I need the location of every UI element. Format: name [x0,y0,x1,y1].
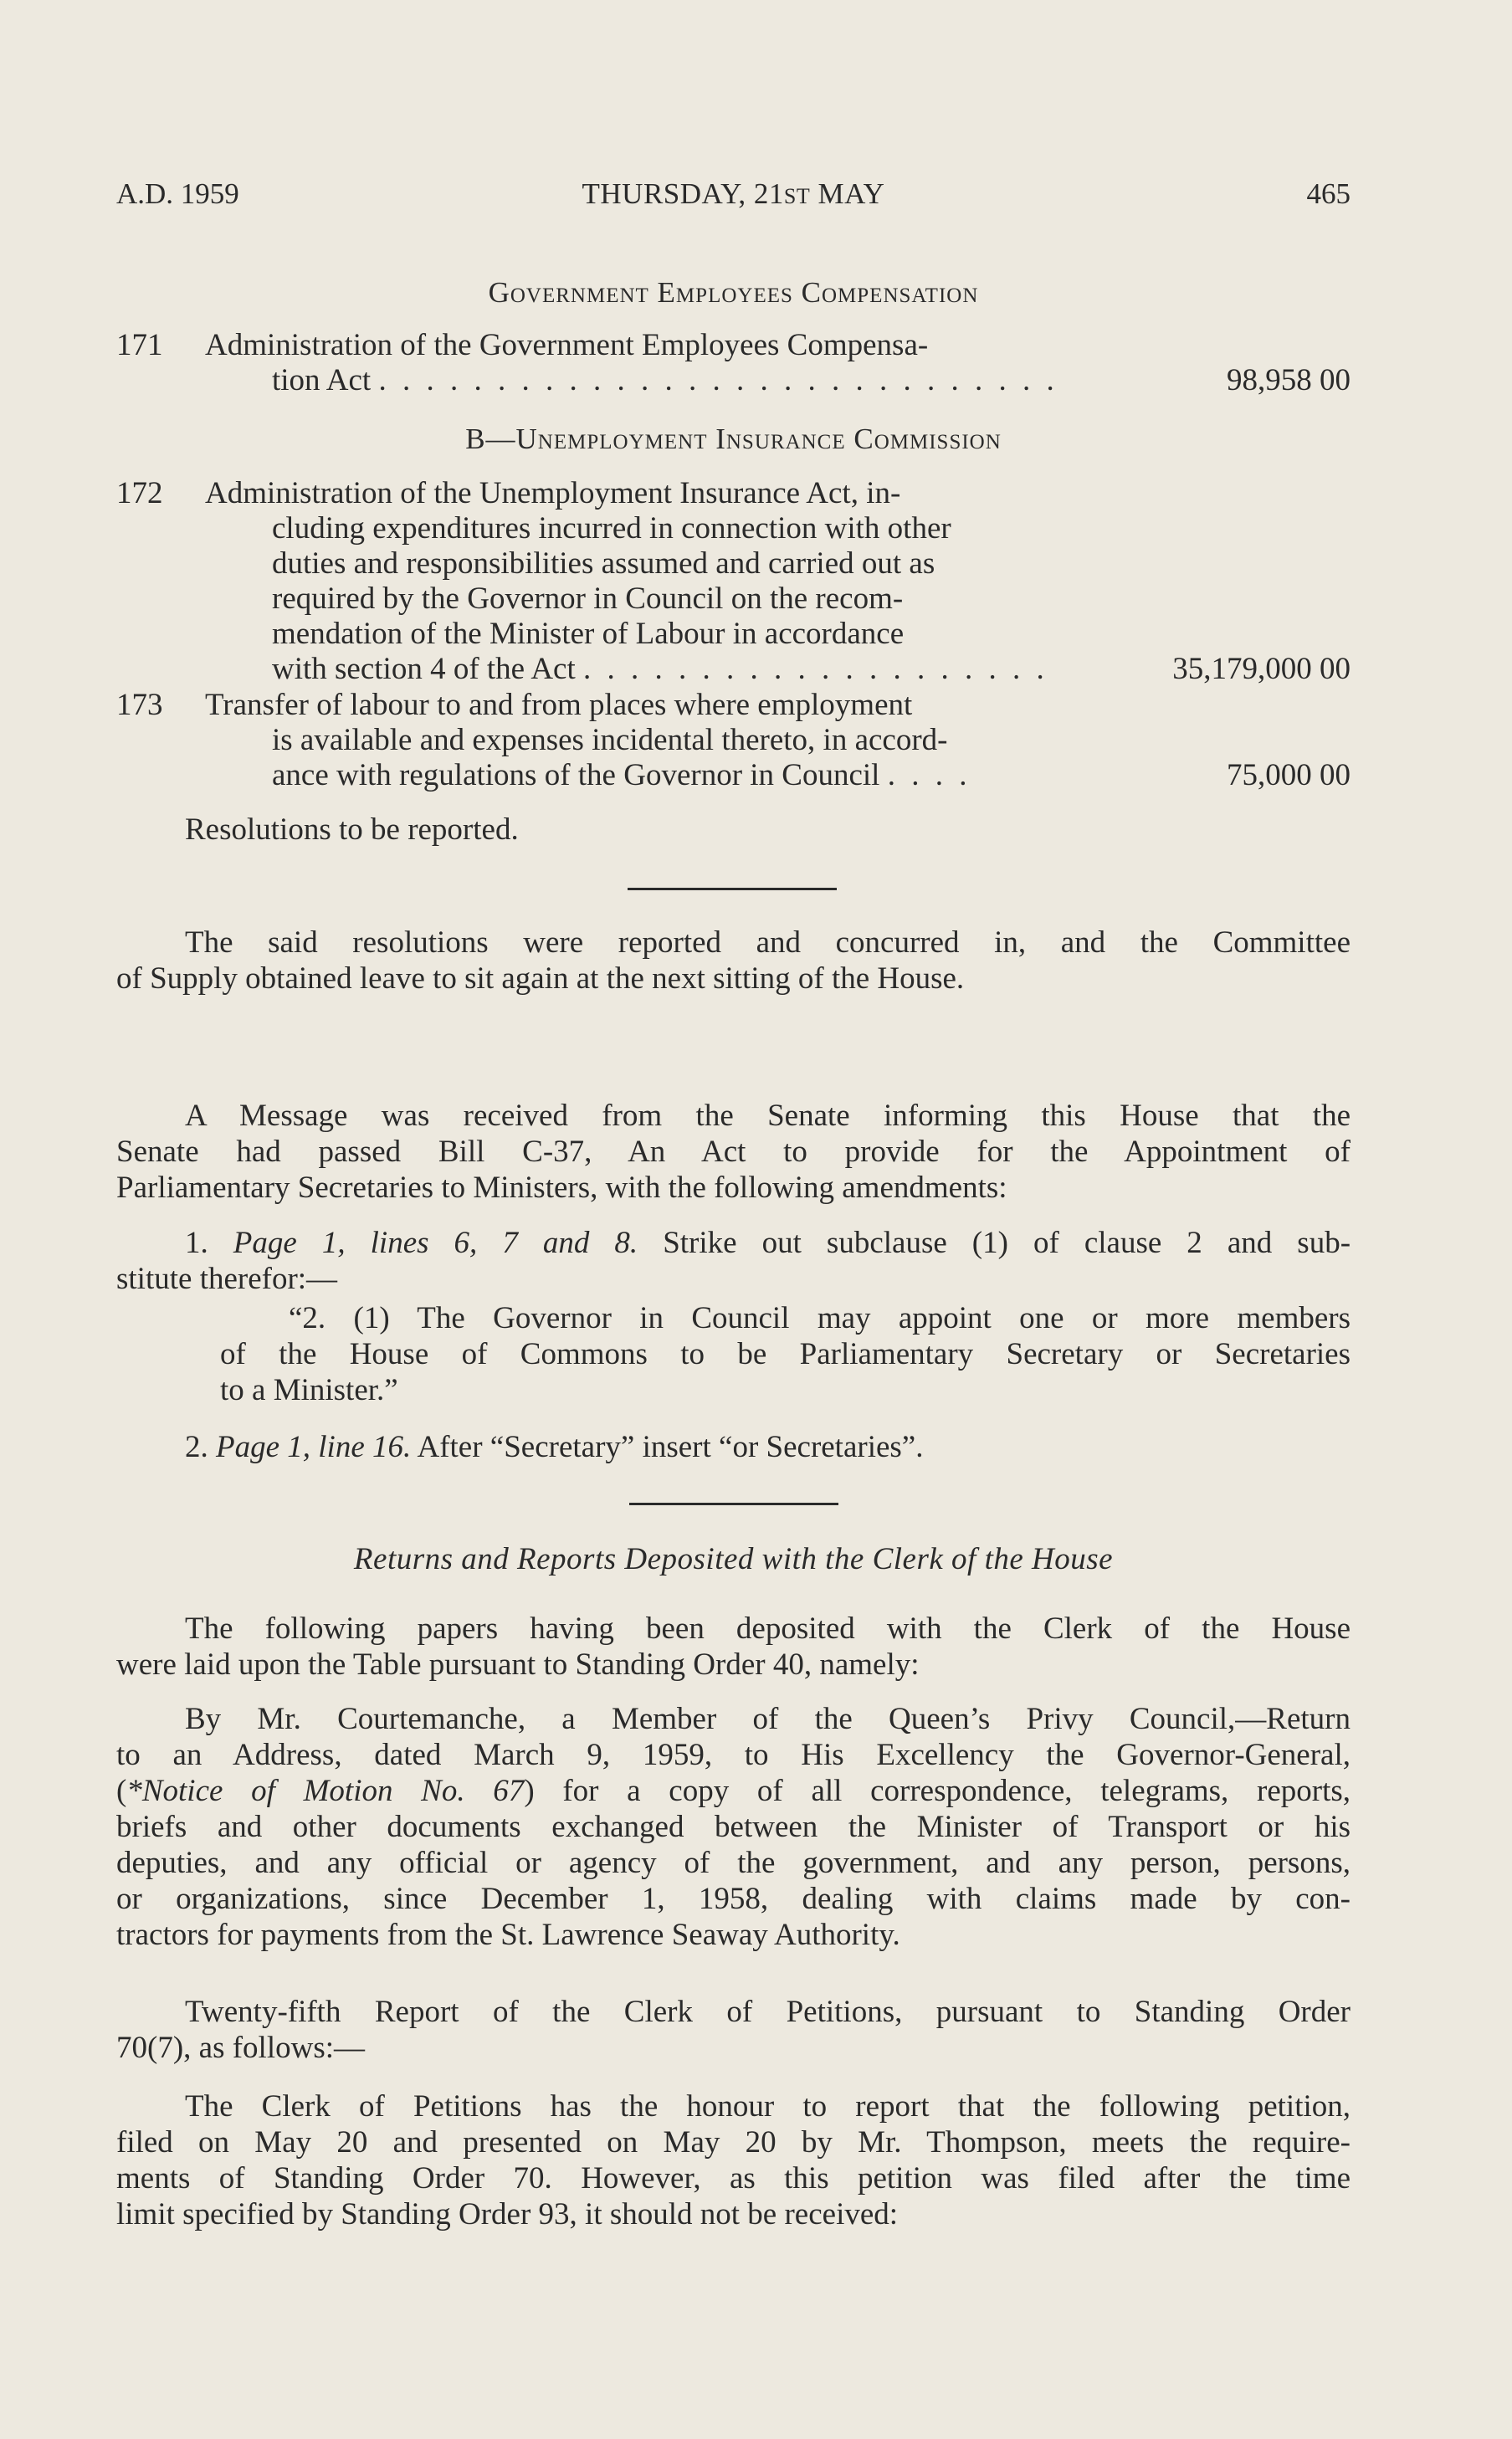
item-171 [116,328,1351,403]
item-line-text: with section 4 of the Act [272,652,576,686]
amendment-text: Strike out subclause (1) of clause 2 and sub- [638,1226,1351,1260]
text-line: stitute therefor:— [116,1262,338,1296]
item-amount: 98,958 00 [1227,363,1351,397]
text-line: briefs and other documents exchanged between the Minister of Transport or his [116,1810,1351,1844]
item-line: is available and expenses incidental thereto, in accord- [272,723,948,757]
header-date [116,177,1351,211]
notice-of-motion-ref: *Notice of Motion No. 67 [126,1774,525,1808]
page-header [116,177,1351,219]
amendment-text: After “Secretary” insert “or Secretaries”. [411,1430,924,1464]
item-line: required by the Governor in Council on the recom- [272,582,904,616]
paragraph-resolutions-reported [116,925,1351,997]
header-date-suffix: ST [783,184,811,208]
item-text [205,476,1226,687]
amendment-quote [220,1300,1351,1408]
text-line: to a Minister.” [220,1373,398,1407]
resolutions-note [185,812,854,848]
amendment-number: 2. [185,1430,216,1464]
text-line: “2. (1) The Governor in Council may appoint one or more members [289,1301,1351,1335]
text-line: Senate had passed Bill C-37, An Act to provide for the Appointment of [116,1135,1351,1169]
item-line: Administration of the Government Employees Compensa- [205,328,929,362]
paragraph-papers-deposited [116,1611,1351,1683]
dot-leaders: . . . . . . . . . . . . . . . . . . . . . . . . . . . . . [378,363,1058,397]
line-text: ) for a copy of all correspondence, telegrams, reports, [524,1774,1351,1808]
section-title-gec: Government Employees Compensation [488,276,979,309]
paren: ( [116,1774,127,1808]
paragraph-courtemanche-return [116,1701,1351,1953]
item-line [205,652,1226,687]
text-line: of the House of Commons to be Parliamentary Secretary or Secretaries [220,1337,1351,1371]
item-amount: 75,000 00 [1227,758,1351,792]
text-line: tractors for payments from the St. Lawrence Seaway Authority. [116,1918,900,1952]
text-line: to an Address, dated March 9, 1959, to His Excellency the Governor-General, [116,1738,1351,1772]
text-line: were laid upon the Table pursuant to Standing Order 40, namely: [116,1647,920,1682]
text-line [116,1225,1351,1261]
text-line: deputies, and any official or agency of the government, and any person, persons, [116,1846,1351,1880]
item-number: 171 [116,328,163,362]
text-line: Twenty-fifth Report of the Clerk of Petitions, pursuant to Standing Order [185,1995,1351,2029]
text-line: limit specified by Standing Order 93, it should not be received: [116,2197,899,2231]
text-line [116,1773,1351,1809]
divider [629,1503,838,1505]
text-line: The Clerk of Petitions has the honour to report that the following petition, [185,2089,1351,2124]
item-line: Administration of the Unemployment Insurance Act, in- [205,476,901,510]
item-line: duties and responsibilities assumed and carried out as [272,546,935,581]
divider [628,888,837,890]
item-line: mendation of the Minister of Labour in accordance [272,617,905,651]
text-line: The following papers having been deposited with the Clerk of the House [185,1611,1351,1646]
item-line: Transfer of labour to and from places where employment [205,688,913,722]
text-line: A Message was received from the Senate informing this House that the [185,1099,1351,1133]
text-line: filed on May 20 and presented on May 20 by Mr. Thompson, meets the require- [116,2125,1351,2160]
header-date-month: MAY [810,177,885,210]
item-number: 172 [116,476,163,510]
resolutions-text: Resolutions to be reported. [185,812,519,847]
text-line: or organizations, since December 1, 1958, dealing with claims made by con- [116,1882,1351,1916]
text-line: Parliamentary Secretaries to Ministers, with the following amendments: [116,1171,1007,1205]
text-line: The said resolutions were reported and concurred in, and the Committee [185,925,1351,960]
dot-leaders: . . . . [887,758,971,792]
item-line-text: tion Act [272,363,372,397]
item-line: cluding expenditures incurred in connection with other [272,511,951,546]
amendment-1 [116,1225,1351,1297]
item-number: 173 [116,688,163,722]
item-text [205,688,1226,793]
paragraph-clerk-of-petitions [116,2088,1351,2232]
item-line-text: ance with regulations of the Governor in Council [272,758,880,792]
amendment-2 [116,1429,1351,1465]
item-173 [116,688,1351,797]
paragraph-twenty-fifth-report [116,1994,1351,2066]
item-amount: 35,179,000 00 [1172,652,1351,686]
page-number: 465 [1306,177,1351,210]
header-date-main: THURSDAY, 21 [582,177,784,210]
item-line [205,363,1226,398]
amendment-reference: Page 1, line 16. [216,1430,412,1464]
item-line [205,758,1226,793]
item-172 [116,476,1351,694]
item-text [205,328,1226,398]
amendment-reference: Page 1, lines 6, 7 and 8. [233,1226,638,1260]
dot-leaders: . . . . . . . . . . . . . . . . . . . . [583,652,1048,686]
text-line: By Mr. Courtemanche, a Member of the Queen’s Privy Council,—Return [185,1702,1351,1736]
text-line: 70(7), as follows:— [116,2031,365,2065]
amendment-number: 1. [185,1226,233,1260]
header-year: A.D. 1959 [116,177,239,210]
text-line [116,1429,1351,1465]
paragraph-senate-message [116,1098,1351,1206]
text-line: ments of Standing Order 70. However, as this petition was filed after the time [116,2161,1351,2196]
section-title-uic: B—Unemployment Insurance Commission [465,423,1002,455]
section-title-returns: Returns and Reports Deposited with the Clerk of the House [353,1542,1114,1576]
text-line: of Supply obtained leave to sit again at the next sitting of the House. [116,961,965,996]
